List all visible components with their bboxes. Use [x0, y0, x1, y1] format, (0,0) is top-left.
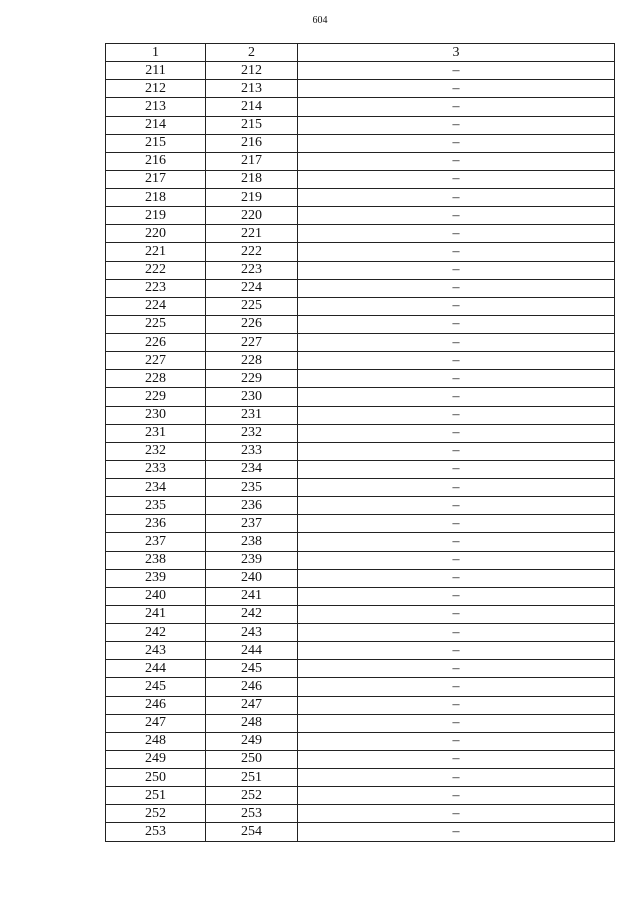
- table-cell-col-2: 226: [206, 315, 298, 333]
- table-cell-col-1: 235: [106, 497, 206, 515]
- table-cell-col-3: –: [298, 207, 615, 225]
- table-cell-col-3: –: [298, 605, 615, 623]
- table-cell-col-3: –: [298, 315, 615, 333]
- table-row: [106, 714, 615, 732]
- table-cell-col-3: –: [298, 170, 615, 188]
- table-cell-col-1: 253: [106, 823, 206, 841]
- table-row: [106, 787, 615, 805]
- table-cell-col-3: –: [298, 660, 615, 678]
- table-cell-col-3: –: [298, 696, 615, 714]
- table-cell-col-3: –: [298, 642, 615, 660]
- table-cell-col-2: 233: [206, 442, 298, 460]
- table-cell-col-3: –: [298, 678, 615, 696]
- table-row: [106, 587, 615, 605]
- table-row: [106, 315, 615, 333]
- table-cell-col-1: 242: [106, 624, 206, 642]
- table-cell-col-3: –: [298, 769, 615, 787]
- table-row: [106, 116, 615, 134]
- table-cell-col-2: 212: [206, 62, 298, 80]
- table-cell-col-3: –: [298, 497, 615, 515]
- table-row: [106, 152, 615, 170]
- table-cell-col-3: –: [298, 406, 615, 424]
- table-row: [106, 279, 615, 297]
- table-cell-col-2: 230: [206, 388, 298, 406]
- table-cell-col-2: 242: [206, 605, 298, 623]
- table-row: [106, 750, 615, 768]
- table-cell-col-3: –: [298, 334, 615, 352]
- table-cell-col-2: 223: [206, 261, 298, 279]
- table-row: [106, 497, 615, 515]
- table-cell-col-3: –: [298, 460, 615, 478]
- table-cell-col-1: 220: [106, 225, 206, 243]
- table-cell-col-1: 230: [106, 406, 206, 424]
- table-cell-col-1: 244: [106, 660, 206, 678]
- table-cell-col-2: 240: [206, 569, 298, 587]
- table-cell-col-3: –: [298, 714, 615, 732]
- table-row: [106, 660, 615, 678]
- table-cell-col-3: –: [298, 62, 615, 80]
- table-cell-col-1: 214: [106, 116, 206, 134]
- table-cell-col-2: 247: [206, 696, 298, 714]
- table-cell-col-2: 224: [206, 279, 298, 297]
- table-row: [106, 551, 615, 569]
- table-cell-col-1: 231: [106, 424, 206, 442]
- table-header-row: [106, 44, 615, 62]
- table-cell-col-3: –: [298, 370, 615, 388]
- column-header-2: 2: [206, 44, 298, 62]
- table-cell-col-1: 218: [106, 189, 206, 207]
- table-cell-col-1: 226: [106, 334, 206, 352]
- table-cell-col-3: –: [298, 442, 615, 460]
- table-cell-col-1: 225: [106, 315, 206, 333]
- table-cell-col-3: –: [298, 551, 615, 569]
- table-cell-col-3: –: [298, 189, 615, 207]
- table-row: [106, 225, 615, 243]
- table-cell-col-2: 214: [206, 98, 298, 116]
- table-cell-col-2: 216: [206, 134, 298, 152]
- table-cell-col-3: –: [298, 152, 615, 170]
- table-row: [106, 569, 615, 587]
- table-cell-col-2: 246: [206, 678, 298, 696]
- column-header-1: 1: [106, 44, 206, 62]
- table-cell-col-3: –: [298, 515, 615, 533]
- table-cell-col-1: 246: [106, 696, 206, 714]
- table-row: [106, 243, 615, 261]
- table-cell-col-3: –: [298, 533, 615, 551]
- table-cell-col-1: 232: [106, 442, 206, 460]
- table-cell-col-3: –: [298, 823, 615, 841]
- table-cell-col-2: 243: [206, 624, 298, 642]
- table-cell-col-1: 241: [106, 605, 206, 623]
- table-cell-col-2: 229: [206, 370, 298, 388]
- table-cell-col-1: 233: [106, 460, 206, 478]
- table-cell-col-2: 251: [206, 769, 298, 787]
- table-cell-col-2: 232: [206, 424, 298, 442]
- table-cell-col-1: 211: [106, 62, 206, 80]
- table-cell-col-1: 224: [106, 297, 206, 315]
- table-cell-col-1: 243: [106, 642, 206, 660]
- table-cell-col-2: 248: [206, 714, 298, 732]
- table-cell-col-3: –: [298, 787, 615, 805]
- table-cell-col-1: 236: [106, 515, 206, 533]
- table-body: [106, 62, 615, 841]
- table-row: [106, 624, 615, 642]
- table-cell-col-2: 220: [206, 207, 298, 225]
- table-row: [106, 515, 615, 533]
- table-cell-col-3: –: [298, 732, 615, 750]
- data-table: [105, 43, 615, 842]
- table-cell-col-3: –: [298, 134, 615, 152]
- table-cell-col-1: 252: [106, 805, 206, 823]
- table-cell-col-2: 215: [206, 116, 298, 134]
- table-cell-col-3: –: [298, 479, 615, 497]
- table-row: [106, 442, 615, 460]
- table-cell-col-3: –: [298, 805, 615, 823]
- table-cell-col-1: 212: [106, 80, 206, 98]
- table-cell-col-3: –: [298, 261, 615, 279]
- table-cell-col-3: –: [298, 80, 615, 98]
- table-cell-col-1: 238: [106, 551, 206, 569]
- table-cell-col-2: 225: [206, 297, 298, 315]
- table-row: [106, 370, 615, 388]
- table-cell-col-3: –: [298, 624, 615, 642]
- table-cell-col-1: 249: [106, 750, 206, 768]
- table-cell-col-1: 229: [106, 388, 206, 406]
- table-cell-col-1: 222: [106, 261, 206, 279]
- table-cell-col-3: –: [298, 750, 615, 768]
- table-cell-col-1: 248: [106, 732, 206, 750]
- table-cell-col-1: 213: [106, 98, 206, 116]
- column-header-3: 3: [298, 44, 615, 62]
- table-row: [106, 334, 615, 352]
- table-cell-col-1: 247: [106, 714, 206, 732]
- table-cell-col-1: 245: [106, 678, 206, 696]
- table-row: [106, 678, 615, 696]
- table-cell-col-2: 245: [206, 660, 298, 678]
- table-row: [106, 769, 615, 787]
- table-cell-col-3: –: [298, 388, 615, 406]
- table-cell-col-1: 250: [106, 769, 206, 787]
- table-row: [106, 352, 615, 370]
- table-cell-col-2: 235: [206, 479, 298, 497]
- table-cell-col-2: 221: [206, 225, 298, 243]
- table-cell-col-1: 219: [106, 207, 206, 225]
- table-cell-col-3: –: [298, 424, 615, 442]
- table-cell-col-2: 250: [206, 750, 298, 768]
- table-cell-col-1: 234: [106, 479, 206, 497]
- table-row: [106, 642, 615, 660]
- table-cell-col-2: 213: [206, 80, 298, 98]
- table-row: [106, 424, 615, 442]
- table-row: [106, 732, 615, 750]
- page-number: 604: [312, 15, 328, 26]
- table-cell-col-2: 244: [206, 642, 298, 660]
- table-cell-col-1: 223: [106, 279, 206, 297]
- table-cell-col-2: 236: [206, 497, 298, 515]
- table-cell-col-2: 222: [206, 243, 298, 261]
- table-row: [106, 261, 615, 279]
- table-cell-col-2: 228: [206, 352, 298, 370]
- table-cell-col-2: 227: [206, 334, 298, 352]
- table-cell-col-3: –: [298, 243, 615, 261]
- table-row: [106, 460, 615, 478]
- table-cell-col-1: 239: [106, 569, 206, 587]
- table-cell-col-3: –: [298, 569, 615, 587]
- table-cell-col-3: –: [298, 352, 615, 370]
- table-cell-col-3: –: [298, 587, 615, 605]
- table-row: [106, 805, 615, 823]
- table-cell-col-3: –: [298, 297, 615, 315]
- table-row: [106, 170, 615, 188]
- table-row: [106, 479, 615, 497]
- table-cell-col-2: 253: [206, 805, 298, 823]
- table-row: [106, 533, 615, 551]
- table-row: [106, 207, 615, 225]
- table-row: [106, 823, 615, 841]
- table-row: [106, 62, 615, 80]
- table-cell-col-2: 218: [206, 170, 298, 188]
- table-cell-col-2: 237: [206, 515, 298, 533]
- table-cell-col-1: 240: [106, 587, 206, 605]
- table-cell-col-2: 219: [206, 189, 298, 207]
- table-cell-col-1: 228: [106, 370, 206, 388]
- table-cell-col-1: 227: [106, 352, 206, 370]
- table-cell-col-2: 234: [206, 460, 298, 478]
- table-cell-col-1: 251: [106, 787, 206, 805]
- table-cell-col-3: –: [298, 98, 615, 116]
- table-cell-col-1: 217: [106, 170, 206, 188]
- table-cell-col-2: 217: [206, 152, 298, 170]
- table-cell-col-2: 252: [206, 787, 298, 805]
- table-row: [106, 189, 615, 207]
- table-cell-col-2: 239: [206, 551, 298, 569]
- table-cell-col-1: 221: [106, 243, 206, 261]
- table-cell-col-2: 254: [206, 823, 298, 841]
- table-cell-col-3: –: [298, 225, 615, 243]
- table-row: [106, 98, 615, 116]
- table-row: [106, 696, 615, 714]
- table-cell-col-3: –: [298, 116, 615, 134]
- table-cell-col-1: 237: [106, 533, 206, 551]
- table-cell-col-2: 241: [206, 587, 298, 605]
- table-cell-col-1: 215: [106, 134, 206, 152]
- table-cell-col-2: 238: [206, 533, 298, 551]
- table-cell-col-3: –: [298, 279, 615, 297]
- table-cell-col-2: 231: [206, 406, 298, 424]
- table-row: [106, 406, 615, 424]
- table-row: [106, 297, 615, 315]
- table-row: [106, 134, 615, 152]
- table-cell-col-2: 249: [206, 732, 298, 750]
- table-row: [106, 388, 615, 406]
- table-row: [106, 605, 615, 623]
- table-row: [106, 80, 615, 98]
- table-cell-col-1: 216: [106, 152, 206, 170]
